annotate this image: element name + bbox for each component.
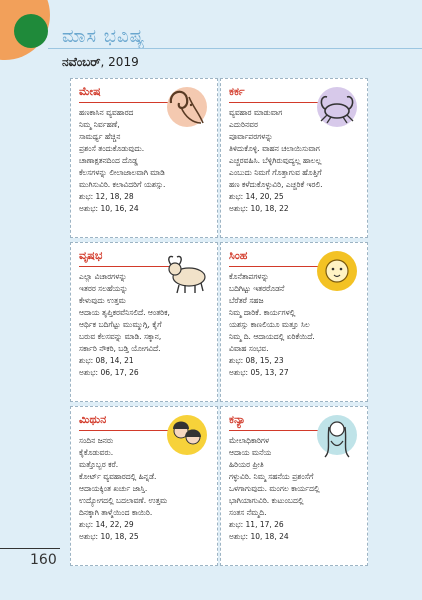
prediction-line: ವಿವಾಹ ಸಂಭವ. bbox=[229, 344, 269, 353]
page-title: ಮಾಸ ಭವಿಷ್ಯ bbox=[62, 26, 146, 47]
unlucky-dates: ಅಶುಭ: 10, 16, 24 bbox=[79, 204, 139, 213]
prediction-line: ಹಿರಿಯರ ಪ್ರೀತಿ bbox=[229, 460, 264, 469]
issue-date bbox=[62, 55, 139, 70]
prediction-line: ಮುಗಿಸುವಿರಿ. ಕಲಾವಿದರಿಗೆ ಯಶಸ್ಸು. bbox=[79, 180, 166, 189]
page-number: 160 bbox=[30, 552, 57, 568]
prediction-line: ಆರ್ಥಿಕ ಬದಿಗೆಟ್ಟು ಮುಮ್ಮುಗ್ಗಿ, ಕೈಗೆ bbox=[79, 320, 162, 329]
lucky-dates: ಶುಭ: 11, 17, 26 bbox=[229, 520, 284, 529]
prediction-line: ಎಚ್ಚರವಹಿಸಿ. ಬೆಳ್ಳಿಗಿರುವುದ್ಯಲ್ಲ ಹಾಲಲ್ಲ bbox=[229, 156, 322, 165]
unlucky-dates: ಅಶುಭ: 10, 18, 22 bbox=[229, 204, 289, 213]
prediction-line: ನಿಮ್ಮ ದಿ. ಆದಾಯದಲ್ಲಿ ಏರಿಕೆಯಿದೆ. bbox=[229, 332, 315, 341]
prediction-line: ಕೈಕೊಡುವರು. bbox=[79, 448, 114, 457]
prediction-line: ಹಣ ಕಳೆದುಕೊಳ್ಳುವಿರಿ, ಎಚ್ಚರಿಕೆ ಇರಲಿ. bbox=[229, 180, 323, 189]
corner-decoration-green bbox=[14, 14, 48, 48]
lucky-dates: ಶುಭ: 14, 20, 25 bbox=[229, 192, 284, 201]
prediction-line: ಬರುವ ಕೆಲಸವನ್ನು ಮಾಡಿ. ಸಕ್ಕಾನ, bbox=[79, 332, 162, 341]
horoscope-grid bbox=[70, 78, 368, 564]
prediction-line: ಸಾಮರ್ಥ್ಯ ಹೆಚ್ಚಿನ bbox=[79, 132, 121, 141]
prediction-line: ಚಾಣಾಕ್ಷತನದಿಂದ ದೊಡ್ಡ bbox=[79, 156, 138, 165]
prediction-line: ಆದಾಯ ಮನೆಯ bbox=[229, 448, 272, 457]
unlucky-dates: ಅಶುಭ: 06, 17, 26 bbox=[79, 368, 139, 377]
prediction-line: ಮತ್ತೊಬ್ಬರ ಕರೆ. bbox=[79, 460, 119, 469]
unlucky-dates: ಅಶುಭ: 10, 18, 25 bbox=[79, 532, 139, 541]
prediction-line: ಹಣಕಾಸಿನ ವ್ಯವಹಾರದ bbox=[79, 108, 134, 117]
prediction-line: ಕೋರ್ಟ್ ವ್ಯವಹಾರದಲ್ಲಿ ಹಿನ್ನಡೆ. bbox=[79, 472, 157, 481]
prediction-line: ಉದ್ಯೋಗದಲ್ಲಿ ಬದಲಾವಣೆ. ಉತ್ತಮ bbox=[79, 496, 168, 505]
prediction-line: ಎಲ್ಲಾ ವಿಚಾರಗಳನ್ನು bbox=[79, 272, 127, 281]
prediction-line: ನಿಮ್ಮ ನಿರ್ವಹಣೆ, bbox=[79, 120, 120, 129]
sign-card-kanya bbox=[220, 406, 368, 566]
prediction-text bbox=[229, 107, 361, 215]
lucky-dates: ಶುಭ: 08, 15, 23 bbox=[229, 356, 284, 365]
prediction-line: ಪ್ರಶಂಸೆ ತಂದುಕೊಡುವುದು. bbox=[79, 144, 145, 153]
prediction-line: ಮೇಲಾಧಿಕಾರಿಗಳ bbox=[229, 436, 270, 445]
prediction-line: ಆದಾಯ ತೃಪ್ತಿಕರವೆನಿಸಲಿದೆ. ಆಂತರಿಕ, bbox=[79, 308, 170, 317]
sign-underline bbox=[229, 266, 319, 267]
sign-name: ಕರ್ಕ bbox=[229, 85, 245, 98]
prediction-text bbox=[79, 435, 211, 543]
prediction-line: ಬೆರೆತರೆ ಸಹಜ bbox=[229, 296, 264, 305]
sign-name: ಮಿಥುನ bbox=[79, 413, 107, 426]
prediction-line: ಕೆಲಸಗಳನ್ನು ಲೀಲಾಜಾಲವಾಗಿ ಮಾಡಿ bbox=[79, 168, 165, 177]
sign-name: ಕನ್ಯಾ bbox=[229, 413, 246, 426]
prediction-line: ಒಳಗಾಗುವುದು. ಮಂಗಲ ಕಾರ್ಯದಲ್ಲಿ bbox=[229, 484, 320, 493]
prediction-line: ಕೊನೆತಾಪಗಳನ್ನು bbox=[229, 272, 270, 281]
prediction-line: ಯಶಸ್ಸು ಕಾಣಲಿಯೂ ಮತ್ತೂ ಸಿಲ bbox=[229, 320, 310, 329]
sign-underline bbox=[79, 266, 169, 267]
prediction-text bbox=[229, 435, 361, 543]
lucky-dates: ಶುಭ: 14, 22, 29 bbox=[79, 520, 134, 529]
sign-underline bbox=[229, 102, 319, 103]
prediction-line: ಸಂದಿನ ಜನರು bbox=[79, 436, 114, 445]
sign-card-simha bbox=[220, 242, 368, 402]
unlucky-dates: ಅಶುಭ: 10, 18, 24 bbox=[229, 532, 289, 541]
prediction-line: ಎಂಬುದು ನಿಮಗೆ ಗೊತ್ತಾಗುವ ಹೊತ್ತಿಗೆ bbox=[229, 168, 322, 177]
prediction-line: ದಿನಕ್ಕಾಗಿ ತಾಳ್ಮೆಯಿಂದ ಕಾಯಿರಿ. bbox=[79, 508, 153, 517]
prediction-line: ಎದುರಿನವರ bbox=[229, 120, 258, 129]
prediction-line: ಸರ್ಕಾರಿ ನೌಕರಿ, ಬಡ್ತಿ ಯೋಗವಿದೆ. bbox=[79, 344, 161, 353]
prediction-line: ಭಾಗಿಯಾಗುವಿರಿ. ಕುಟುಂಬದಲ್ಲಿ bbox=[229, 496, 304, 505]
prediction-line: ಪೂರ್ವಾಪರಗಳನ್ನು bbox=[229, 132, 273, 141]
lucky-dates: ಶುಭ: 08, 14, 21 bbox=[79, 356, 134, 365]
lucky-dates: ಶುಭ: 12, 18, 28 bbox=[79, 192, 134, 201]
prediction-line: ಬದಿಗಿಟ್ಟು ಇತರರೊಡನೆ bbox=[229, 284, 285, 293]
sign-name: ಮೇಷ bbox=[79, 85, 101, 98]
sign-name: ಸಿಂಹ bbox=[229, 249, 248, 262]
prediction-line: ಆದಾಯಕ್ಕಿಂತ ಖರ್ಚು ಜಾಸ್ತಿ. bbox=[79, 484, 148, 493]
prediction-line: ತಿಳಿದುಕೊಳ್ಳಿ. ವಾಹನ ಚಲಾಯಿಸುವಾಗ bbox=[229, 144, 320, 153]
prediction-line: ಇತರರ ಸಲಹೆಯನ್ನು bbox=[79, 284, 128, 293]
issue-year: , 2019 bbox=[100, 55, 139, 69]
unlucky-dates: ಅಶುಭ: 05, 13, 27 bbox=[229, 368, 289, 377]
prediction-line: ಸಂತಸ ನೆಮ್ಮದಿ. bbox=[229, 508, 267, 517]
prediction-line: ವ್ಯವಹಾರ ಮಾಡುವಾಗ bbox=[229, 108, 283, 117]
sign-card-vrushabha bbox=[70, 242, 218, 402]
prediction-line: ಗಳ್ಳುವಿರಿ. ನಿಮ್ಮ ಸಹನೆಯ ಪ್ರಶಂಸೆಗೆ bbox=[229, 472, 314, 481]
prediction-text bbox=[79, 271, 211, 379]
prediction-text bbox=[229, 271, 361, 379]
sign-underline bbox=[79, 102, 169, 103]
sign-card-karka bbox=[220, 78, 368, 238]
sign-card-mesha bbox=[70, 78, 218, 238]
issue-month: ನವೆಂಬರ್ bbox=[62, 55, 101, 69]
prediction-text bbox=[79, 107, 211, 215]
sign-underline bbox=[229, 430, 319, 431]
sign-name: ವೃಷಭ bbox=[79, 249, 103, 262]
prediction-line: ನಿಮ್ಮ ದಾರಿಕೆ. ಕಾರ್ಯಗಳಲ್ಲಿ bbox=[229, 308, 296, 317]
prediction-line: ಕೇಳುವುದು ಉತ್ತಮ bbox=[79, 296, 126, 305]
sign-card-mithuna bbox=[70, 406, 218, 566]
sign-underline bbox=[79, 430, 169, 431]
page-number-divider bbox=[0, 548, 60, 549]
header-divider bbox=[48, 48, 422, 49]
